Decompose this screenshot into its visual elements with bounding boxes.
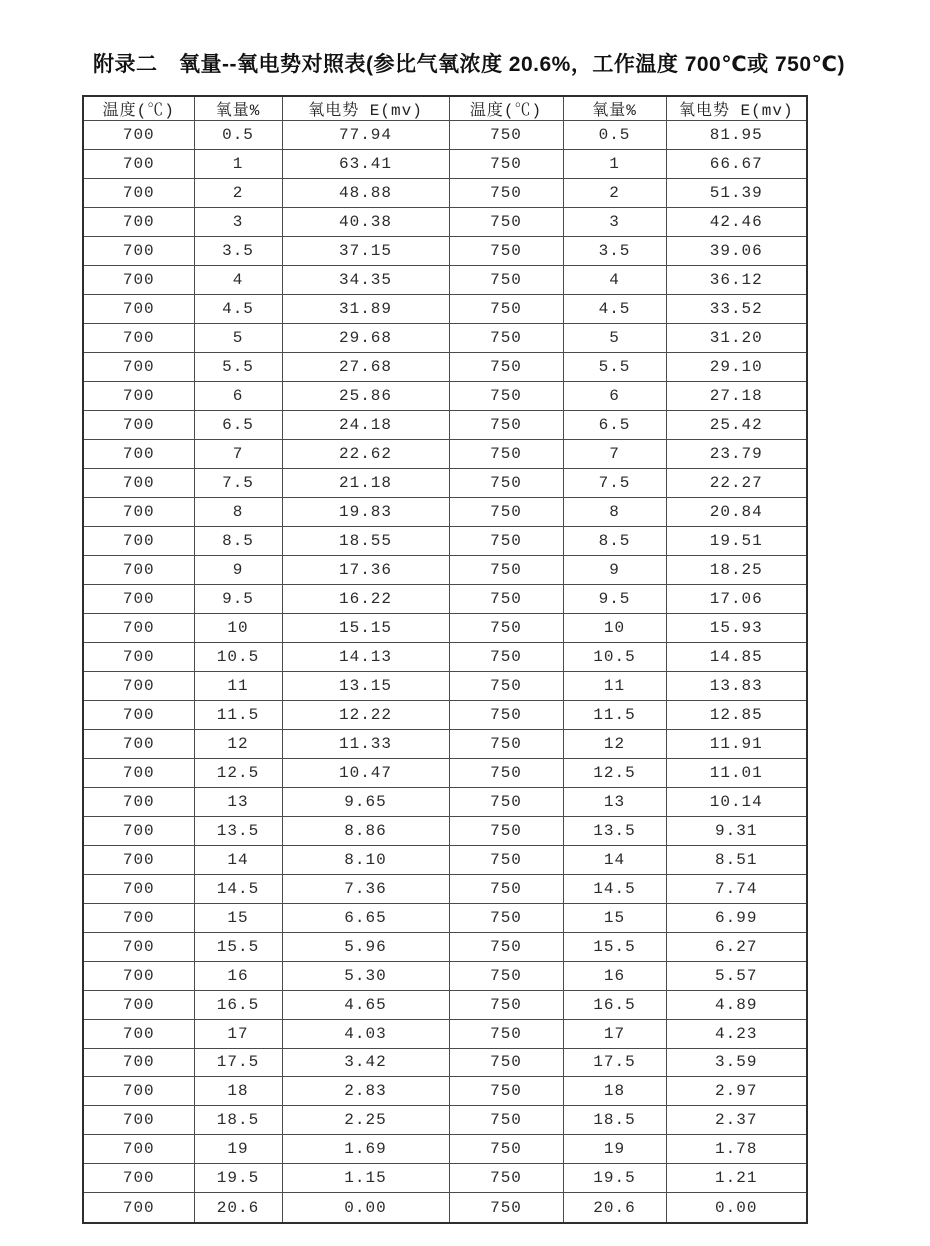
- table-cell: 2.37: [666, 1106, 807, 1135]
- table-cell: 700: [83, 439, 194, 468]
- table-cell: 20.6: [563, 1193, 666, 1223]
- table-cell: 18.5: [563, 1106, 666, 1135]
- table-cell: 700: [83, 932, 194, 961]
- table-cell: 700: [83, 787, 194, 816]
- table-cell: 18: [563, 1077, 666, 1106]
- table-cell: 700: [83, 874, 194, 903]
- table-cell: 750: [449, 671, 563, 700]
- table-cell: 700: [83, 207, 194, 236]
- table-row: [83, 526, 807, 555]
- table-cell: 750: [449, 787, 563, 816]
- table-row: [83, 1048, 807, 1077]
- table-row: [83, 729, 807, 758]
- table-cell: 10: [194, 613, 282, 642]
- table-cell: 8: [194, 497, 282, 526]
- table-cell: 4.23: [666, 1019, 807, 1048]
- table-cell: 700: [83, 671, 194, 700]
- table-cell: 10.5: [194, 642, 282, 671]
- header-temperature-700: 温度(℃): [83, 96, 194, 121]
- table-cell: 1.21: [666, 1164, 807, 1193]
- table-row: [83, 758, 807, 787]
- table-row: [83, 323, 807, 352]
- table-cell: 14.85: [666, 642, 807, 671]
- table-cell: 9.5: [194, 584, 282, 613]
- table-cell: 750: [449, 816, 563, 845]
- table-row: [83, 1106, 807, 1135]
- table-cell: 15: [563, 903, 666, 932]
- table-cell: 750: [449, 874, 563, 903]
- table-cell: 39.06: [666, 236, 807, 265]
- table-row: [83, 932, 807, 961]
- table-cell: 21.18: [282, 468, 449, 497]
- table-cell: 40.38: [282, 207, 449, 236]
- table-cell: 11.33: [282, 729, 449, 758]
- table-cell: 700: [83, 352, 194, 381]
- table-cell: 24.18: [282, 410, 449, 439]
- table-cell: 29.10: [666, 352, 807, 381]
- table-row: [83, 497, 807, 526]
- table-cell: 750: [449, 265, 563, 294]
- table-cell: 750: [449, 381, 563, 410]
- table-cell: 750: [449, 700, 563, 729]
- table-cell: 6.27: [666, 932, 807, 961]
- table-cell: 4: [563, 265, 666, 294]
- table-cell: 700: [83, 990, 194, 1019]
- table-cell: 51.39: [666, 178, 807, 207]
- table-cell: 700: [83, 816, 194, 845]
- table-row: [83, 1164, 807, 1193]
- table-cell: 25.86: [282, 381, 449, 410]
- table-cell: 700: [83, 526, 194, 555]
- table-cell: 700: [83, 381, 194, 410]
- table-cell: 700: [83, 845, 194, 874]
- table-cell: 66.67: [666, 149, 807, 178]
- table-cell: 4.5: [563, 294, 666, 323]
- table-cell: 11.91: [666, 729, 807, 758]
- table-cell: 2.97: [666, 1077, 807, 1106]
- table-cell: 34.35: [282, 265, 449, 294]
- table-cell: 700: [83, 497, 194, 526]
- table-row: [83, 816, 807, 845]
- table-cell: 33.52: [666, 294, 807, 323]
- table-cell: 750: [449, 584, 563, 613]
- table-cell: 700: [83, 178, 194, 207]
- table-cell: 700: [83, 961, 194, 990]
- table-cell: 14: [563, 845, 666, 874]
- table-cell: 750: [449, 758, 563, 787]
- table-cell: 700: [83, 1048, 194, 1077]
- table-row: [83, 1135, 807, 1164]
- table-cell: 750: [449, 207, 563, 236]
- table-cell: 750: [449, 236, 563, 265]
- table-cell: 19.51: [666, 526, 807, 555]
- table-cell: 750: [449, 845, 563, 874]
- table-cell: 12.22: [282, 700, 449, 729]
- table-cell: 750: [449, 468, 563, 497]
- table-cell: 6: [563, 381, 666, 410]
- table-cell: 700: [83, 1106, 194, 1135]
- table-cell: 23.79: [666, 439, 807, 468]
- table-cell: 750: [449, 1077, 563, 1106]
- table-cell: 27.18: [666, 381, 807, 410]
- table-cell: 37.15: [282, 236, 449, 265]
- table-cell: 5.30: [282, 961, 449, 990]
- table-cell: 700: [83, 1135, 194, 1164]
- table-header-row: [83, 96, 807, 121]
- table-cell: 750: [449, 497, 563, 526]
- table-cell: 17.36: [282, 555, 449, 584]
- table-cell: 63.41: [282, 149, 449, 178]
- table-row: [83, 787, 807, 816]
- table-cell: 6.5: [194, 410, 282, 439]
- table-row: [83, 1077, 807, 1106]
- table-cell: 20.84: [666, 497, 807, 526]
- table-cell: 750: [449, 294, 563, 323]
- table-cell: 19: [563, 1135, 666, 1164]
- table-cell: 14.13: [282, 642, 449, 671]
- table-row: [83, 468, 807, 497]
- table-cell: 4: [194, 265, 282, 294]
- table-cell: 12.5: [194, 758, 282, 787]
- header-oxygen-percent-750: 氧量%: [563, 96, 666, 121]
- table-cell: 750: [449, 932, 563, 961]
- table-cell: 15.93: [666, 613, 807, 642]
- table-cell: 5.57: [666, 961, 807, 990]
- table-cell: 20.6: [194, 1193, 282, 1223]
- table-cell: 700: [83, 1164, 194, 1193]
- table-cell: 750: [449, 1048, 563, 1077]
- table-cell: 9.65: [282, 787, 449, 816]
- table-row: [83, 584, 807, 613]
- table-cell: 19.5: [194, 1164, 282, 1193]
- table-cell: 42.46: [666, 207, 807, 236]
- table-row: [83, 613, 807, 642]
- table-cell: 700: [83, 700, 194, 729]
- table-row: [83, 845, 807, 874]
- table-cell: 1.78: [666, 1135, 807, 1164]
- table-cell: 12: [563, 729, 666, 758]
- table-row: [83, 642, 807, 671]
- table-cell: 750: [449, 613, 563, 642]
- table-cell: 13.15: [282, 671, 449, 700]
- table-cell: 750: [449, 1106, 563, 1135]
- table-row: [83, 381, 807, 410]
- table-cell: 7.5: [563, 468, 666, 497]
- table-cell: 8.5: [563, 526, 666, 555]
- table-cell: 1.15: [282, 1164, 449, 1193]
- table-cell: 750: [449, 352, 563, 381]
- table-cell: 700: [83, 584, 194, 613]
- table-cell: 77.94: [282, 121, 449, 150]
- table-row: [83, 961, 807, 990]
- table-cell: 15.5: [563, 932, 666, 961]
- table-cell: 8.10: [282, 845, 449, 874]
- table-cell: 17: [194, 1019, 282, 1048]
- table-row: [83, 1019, 807, 1048]
- table-row: [83, 555, 807, 584]
- table-cell: 750: [449, 990, 563, 1019]
- table-cell: 5: [563, 323, 666, 352]
- table-cell: 18: [194, 1077, 282, 1106]
- table-row: [83, 671, 807, 700]
- table-cell: 2.25: [282, 1106, 449, 1135]
- table-cell: 18.25: [666, 555, 807, 584]
- table-cell: 13.5: [194, 816, 282, 845]
- table-cell: 700: [83, 323, 194, 352]
- table-cell: 750: [449, 961, 563, 990]
- table-row: [83, 700, 807, 729]
- table-cell: 11.5: [563, 700, 666, 729]
- header-potential-750: 氧电势 E(mv): [666, 96, 807, 121]
- table-row: [83, 990, 807, 1019]
- table-cell: 700: [83, 265, 194, 294]
- table-cell: 700: [83, 294, 194, 323]
- table-cell: 0.5: [194, 121, 282, 150]
- table-cell: 22.27: [666, 468, 807, 497]
- table-row: [83, 874, 807, 903]
- table-row: [83, 178, 807, 207]
- table-row: [83, 207, 807, 236]
- table-cell: 10.47: [282, 758, 449, 787]
- table-row: [83, 903, 807, 932]
- table-cell: 700: [83, 1193, 194, 1223]
- table-cell: 3.42: [282, 1048, 449, 1077]
- table-cell: 3.5: [194, 236, 282, 265]
- table-cell: 700: [83, 555, 194, 584]
- table-cell: 0.00: [282, 1193, 449, 1223]
- table-cell: 14.5: [563, 874, 666, 903]
- table-row: [83, 121, 807, 150]
- table-row: [83, 236, 807, 265]
- table-row: [83, 352, 807, 381]
- table-cell: 17.5: [194, 1048, 282, 1077]
- table-cell: 700: [83, 149, 194, 178]
- table-cell: 750: [449, 729, 563, 758]
- table-row: [83, 1193, 807, 1223]
- table-cell: 1: [194, 149, 282, 178]
- table-cell: 13: [194, 787, 282, 816]
- table-cell: 19.5: [563, 1164, 666, 1193]
- table-cell: 14.5: [194, 874, 282, 903]
- oxygen-potential-table: [82, 95, 808, 1224]
- table-cell: 12: [194, 729, 282, 758]
- table-cell: 4.89: [666, 990, 807, 1019]
- table-cell: 9.31: [666, 816, 807, 845]
- table-cell: 750: [449, 903, 563, 932]
- table-cell: 13.83: [666, 671, 807, 700]
- table-cell: 700: [83, 1077, 194, 1106]
- table-cell: 5.96: [282, 932, 449, 961]
- table-cell: 750: [449, 1164, 563, 1193]
- table-cell: 8: [563, 497, 666, 526]
- table-cell: 7.36: [282, 874, 449, 903]
- table-cell: 11.5: [194, 700, 282, 729]
- table-cell: 25.42: [666, 410, 807, 439]
- header-oxygen-percent-700: 氧量%: [194, 96, 282, 121]
- table-cell: 700: [83, 758, 194, 787]
- table-cell: 19.83: [282, 497, 449, 526]
- table-cell: 11.01: [666, 758, 807, 787]
- table-cell: 700: [83, 468, 194, 497]
- table-cell: 6: [194, 381, 282, 410]
- table-cell: 10.5: [563, 642, 666, 671]
- table-cell: 17: [563, 1019, 666, 1048]
- table-row: [83, 265, 807, 294]
- table-cell: 700: [83, 410, 194, 439]
- table-cell: 1.69: [282, 1135, 449, 1164]
- table-cell: 750: [449, 555, 563, 584]
- table-cell: 10: [563, 613, 666, 642]
- table-cell: 700: [83, 236, 194, 265]
- table-cell: 17.5: [563, 1048, 666, 1077]
- table-cell: 0.00: [666, 1193, 807, 1223]
- table-cell: 2.83: [282, 1077, 449, 1106]
- table-cell: 4.65: [282, 990, 449, 1019]
- table-cell: 700: [83, 903, 194, 932]
- table-cell: 700: [83, 613, 194, 642]
- table-cell: 7: [563, 439, 666, 468]
- table-cell: 8.5: [194, 526, 282, 555]
- table-cell: 31.89: [282, 294, 449, 323]
- table-body: [83, 121, 807, 1224]
- table-cell: 6.65: [282, 903, 449, 932]
- table-cell: 5: [194, 323, 282, 352]
- table-cell: 36.12: [666, 265, 807, 294]
- table-cell: 4.5: [194, 294, 282, 323]
- table-cell: 5.5: [563, 352, 666, 381]
- table-cell: 700: [83, 121, 194, 150]
- table-cell: 750: [449, 642, 563, 671]
- table-cell: 3.59: [666, 1048, 807, 1077]
- table-cell: 750: [449, 178, 563, 207]
- table-cell: 750: [449, 1135, 563, 1164]
- table-cell: 16: [563, 961, 666, 990]
- table-cell: 15.5: [194, 932, 282, 961]
- table-cell: 5.5: [194, 352, 282, 381]
- table-cell: 12.85: [666, 700, 807, 729]
- header-potential-700: 氧电势 E(mv): [282, 96, 449, 121]
- table-row: [83, 149, 807, 178]
- table-cell: 6.99: [666, 903, 807, 932]
- table-cell: 0.5: [563, 121, 666, 150]
- table-cell: 13: [563, 787, 666, 816]
- table-cell: 12.5: [563, 758, 666, 787]
- table-cell: 11: [194, 671, 282, 700]
- table-cell: 17.06: [666, 584, 807, 613]
- table-cell: 7: [194, 439, 282, 468]
- table-cell: 16.22: [282, 584, 449, 613]
- table-cell: 4.03: [282, 1019, 449, 1048]
- table-cell: 750: [449, 439, 563, 468]
- table-cell: 700: [83, 1019, 194, 1048]
- table-cell: 750: [449, 149, 563, 178]
- table-cell: 31.20: [666, 323, 807, 352]
- table-cell: 27.68: [282, 352, 449, 381]
- table-cell: 750: [449, 121, 563, 150]
- table-cell: 8.86: [282, 816, 449, 845]
- table-cell: 700: [83, 642, 194, 671]
- table-row: [83, 439, 807, 468]
- table-cell: 9: [563, 555, 666, 584]
- table-cell: 3.5: [563, 236, 666, 265]
- header-temperature-750: 温度(℃): [449, 96, 563, 121]
- table-cell: 7.5: [194, 468, 282, 497]
- table-cell: 6.5: [563, 410, 666, 439]
- table-row: [83, 410, 807, 439]
- table-cell: 14: [194, 845, 282, 874]
- table-cell: 81.95: [666, 121, 807, 150]
- table-cell: 1: [563, 149, 666, 178]
- table-cell: 3: [563, 207, 666, 236]
- table-cell: 10.14: [666, 787, 807, 816]
- table-cell: 750: [449, 323, 563, 352]
- table-cell: 16.5: [563, 990, 666, 1019]
- table-cell: 8.51: [666, 845, 807, 874]
- page-title: 附录二 氧量--氧电势对照表(参比气氧浓度 20.6%，工作温度 700℃或 750℃): [93, 53, 845, 76]
- table-cell: 750: [449, 526, 563, 555]
- table-cell: 2: [563, 178, 666, 207]
- table-cell: 2: [194, 178, 282, 207]
- table-cell: 700: [83, 729, 194, 758]
- table-cell: 19: [194, 1135, 282, 1164]
- table-cell: 15.15: [282, 613, 449, 642]
- table-cell: 16.5: [194, 990, 282, 1019]
- table-cell: 11: [563, 671, 666, 700]
- table-cell: 18.55: [282, 526, 449, 555]
- table-cell: 15: [194, 903, 282, 932]
- table-cell: 18.5: [194, 1106, 282, 1135]
- table-row: [83, 294, 807, 323]
- table-cell: 13.5: [563, 816, 666, 845]
- table-cell: 22.62: [282, 439, 449, 468]
- table-cell: 750: [449, 1019, 563, 1048]
- table-cell: 9.5: [563, 584, 666, 613]
- table-cell: 7.74: [666, 874, 807, 903]
- table-cell: 16: [194, 961, 282, 990]
- table-cell: 48.88: [282, 178, 449, 207]
- table-cell: 9: [194, 555, 282, 584]
- table-cell: 29.68: [282, 323, 449, 352]
- table-cell: 750: [449, 1193, 563, 1223]
- table-cell: 3: [194, 207, 282, 236]
- table-cell: 750: [449, 410, 563, 439]
